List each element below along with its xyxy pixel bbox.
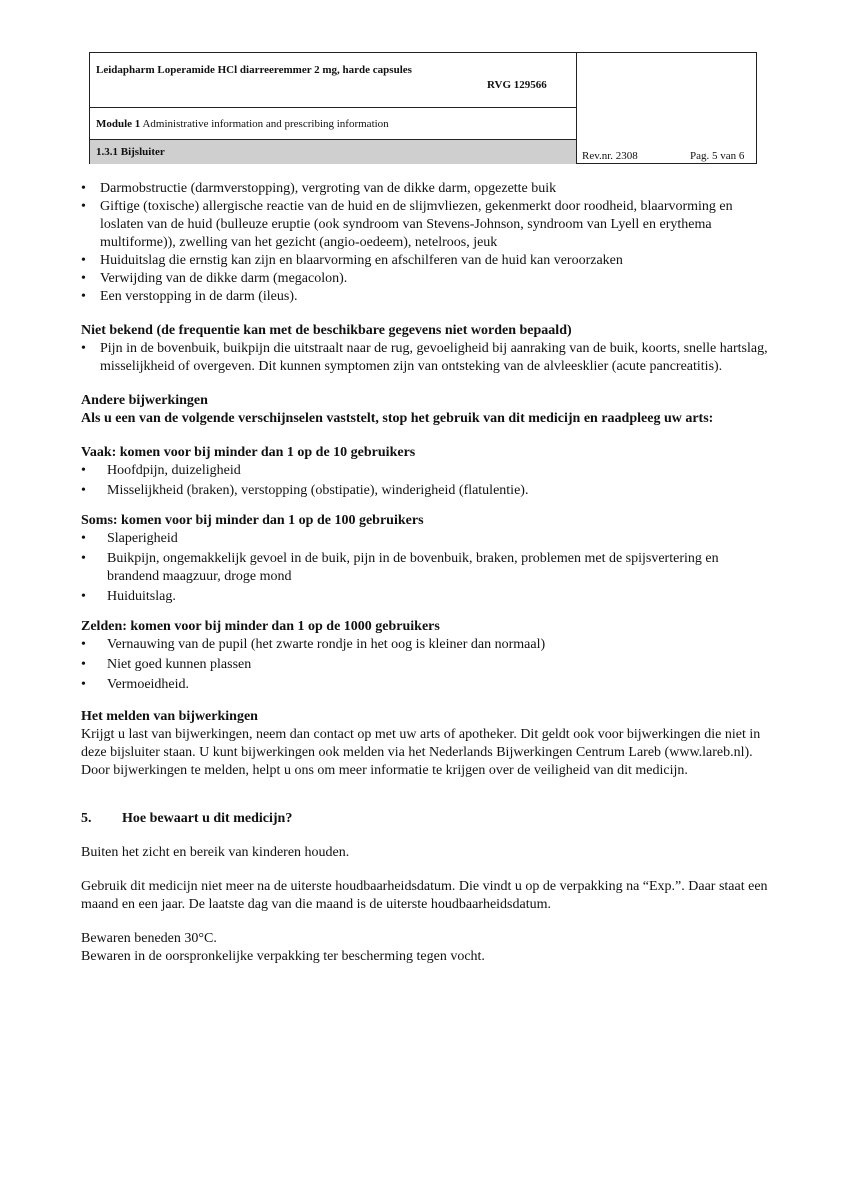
module-number: Module 1 xyxy=(96,118,141,130)
section-5-title: Hoe bewaart u dit medicijn? xyxy=(122,811,293,826)
list-item: • Pijn in de bovenbuik, buikpijn die uitstraalt naar de rug, gevoeligheid bij aanraking van de buik, koorts, snelle hartslag, misselijkheid of overgeven. Dit kunnen symptomen zijn van ontsteking van de alvleesklier (acute pancreatitis). xyxy=(81,340,771,376)
unknown-frequency-list xyxy=(81,340,771,376)
unknown-frequency-heading: Niet bekend (de frequentie kan met de beschikbare gegevens niet worden bepaald) xyxy=(81,323,572,338)
header-divider-vertical xyxy=(576,53,577,163)
list-item: • Darmobstructie (darmverstopping), vergroting van de dikke darm, opgezette buik xyxy=(81,180,771,198)
module-label xyxy=(96,118,389,130)
common-list xyxy=(81,462,771,500)
rare-side-effects-list xyxy=(81,180,771,306)
list-item: • Huiduitslag die ernstig kan zijn en blaarvorming en afschilferen van de huid kan veroorzaken xyxy=(81,252,771,270)
document-header-table xyxy=(89,52,757,164)
module-description: Administrative information and prescribing information xyxy=(140,118,389,130)
uncommon-heading: Soms: komen voor bij minder dan 1 op de 100 gebruikers xyxy=(81,513,424,528)
list-item: • Giftige (toxische) allergische reactie van de huid en de slijmvliezen, gekenmerkt door roodheid, blaarvorming en loslaten van de huid (bulleuze eruptie (ook syndroom van Stevens-Johnson, syndroom van Lyell en erythema multiforme)), zwelling van het gezicht (angio-oedeem), netelroos, jeuk xyxy=(81,198,771,252)
rvg-number: RVG 129566 xyxy=(487,79,547,91)
other-side-effects-heading: Andere bijwerkingen xyxy=(81,393,208,408)
list-item: • Vernauwing van de pupil (het zwarte rondje in het oog is kleiner dan normaal) xyxy=(81,636,771,654)
rare-heading: Zelden: komen voor bij minder dan 1 op de 1000 gebruikers xyxy=(81,619,440,634)
list-item: • Huiduitslag. xyxy=(81,588,771,606)
page-number: Pag. 5 van 6 xyxy=(690,150,745,162)
leaflet-content xyxy=(81,180,771,966)
storage-paragraph-2: Gebruik dit medicijn niet meer na de uiterste houdbaarheidsdatum. Die vindt u op de verpakking na “Exp.”. Daar staat een maand en een jaar. De laatste dag van die maand is de uiterste houdbaarheidsdatum. xyxy=(81,879,768,912)
list-item: • Niet goed kunnen plassen xyxy=(81,656,771,674)
uncommon-list xyxy=(81,530,771,606)
section-5-number: 5. xyxy=(81,811,92,826)
stop-use-instruction: Als u een van de volgende verschijnselen vaststelt, stop het gebruik van dit medicijn en raadpleeg uw arts: xyxy=(81,411,714,426)
storage-temperature: Bewaren beneden 30°C. xyxy=(81,931,217,946)
list-item: • Misselijkheid (braken), verstopping (obstipatie), winderigheid (flatulentie). xyxy=(81,482,771,500)
rare-list xyxy=(81,636,771,694)
product-name: Leidapharm Loperamide HCl diarreeremmer 2 mg, harde capsules xyxy=(96,64,412,76)
list-item: • Een verstopping in de darm (ileus). xyxy=(81,288,771,306)
list-item: • Slaperigheid xyxy=(81,530,771,548)
list-item: • Buikpijn, ongemakkelijk gevoel in de buik, pijn in de bovenbuik, braken, problemen met de spijsvertering en brandend maagzuur, droge mond xyxy=(81,550,771,586)
list-item: • Hoofdpijn, duizeligheid xyxy=(81,462,771,480)
reporting-text: Krijgt u last van bijwerkingen, neem dan contact op met uw arts of apotheker. Dit geldt ook voor bijwerkingen die niet in deze bijsluiter staan. U kunt bijwerkingen ook melden via het Nederlands Bijwerkingen Centrum Lareb (www.lareb.nl). Door bijwerkingen te melden, helpt u ons om meer informatie te krijgen over de veiligheid van dit medicijn. xyxy=(81,727,761,778)
section-5-heading xyxy=(81,810,771,828)
list-item: • Vermoeidheid. xyxy=(81,676,771,694)
header-divider-1 xyxy=(90,107,577,108)
storage-packaging: Bewaren in de oorspronkelijke verpakking ter bescherming tegen vocht. xyxy=(81,949,485,964)
list-item: • Verwijding van de dikke darm (megacolon). xyxy=(81,270,771,288)
storage-paragraph-1: Buiten het zicht en bereik van kinderen houden. xyxy=(81,845,350,860)
section-label: 1.3.1 Bijsluiter xyxy=(96,146,165,158)
reporting-heading: Het melden van bijwerkingen xyxy=(81,709,258,724)
common-heading: Vaak: komen voor bij minder dan 1 op de 10 gebruikers xyxy=(81,445,416,460)
revision-number: Rev.nr. 2308 xyxy=(582,150,638,162)
